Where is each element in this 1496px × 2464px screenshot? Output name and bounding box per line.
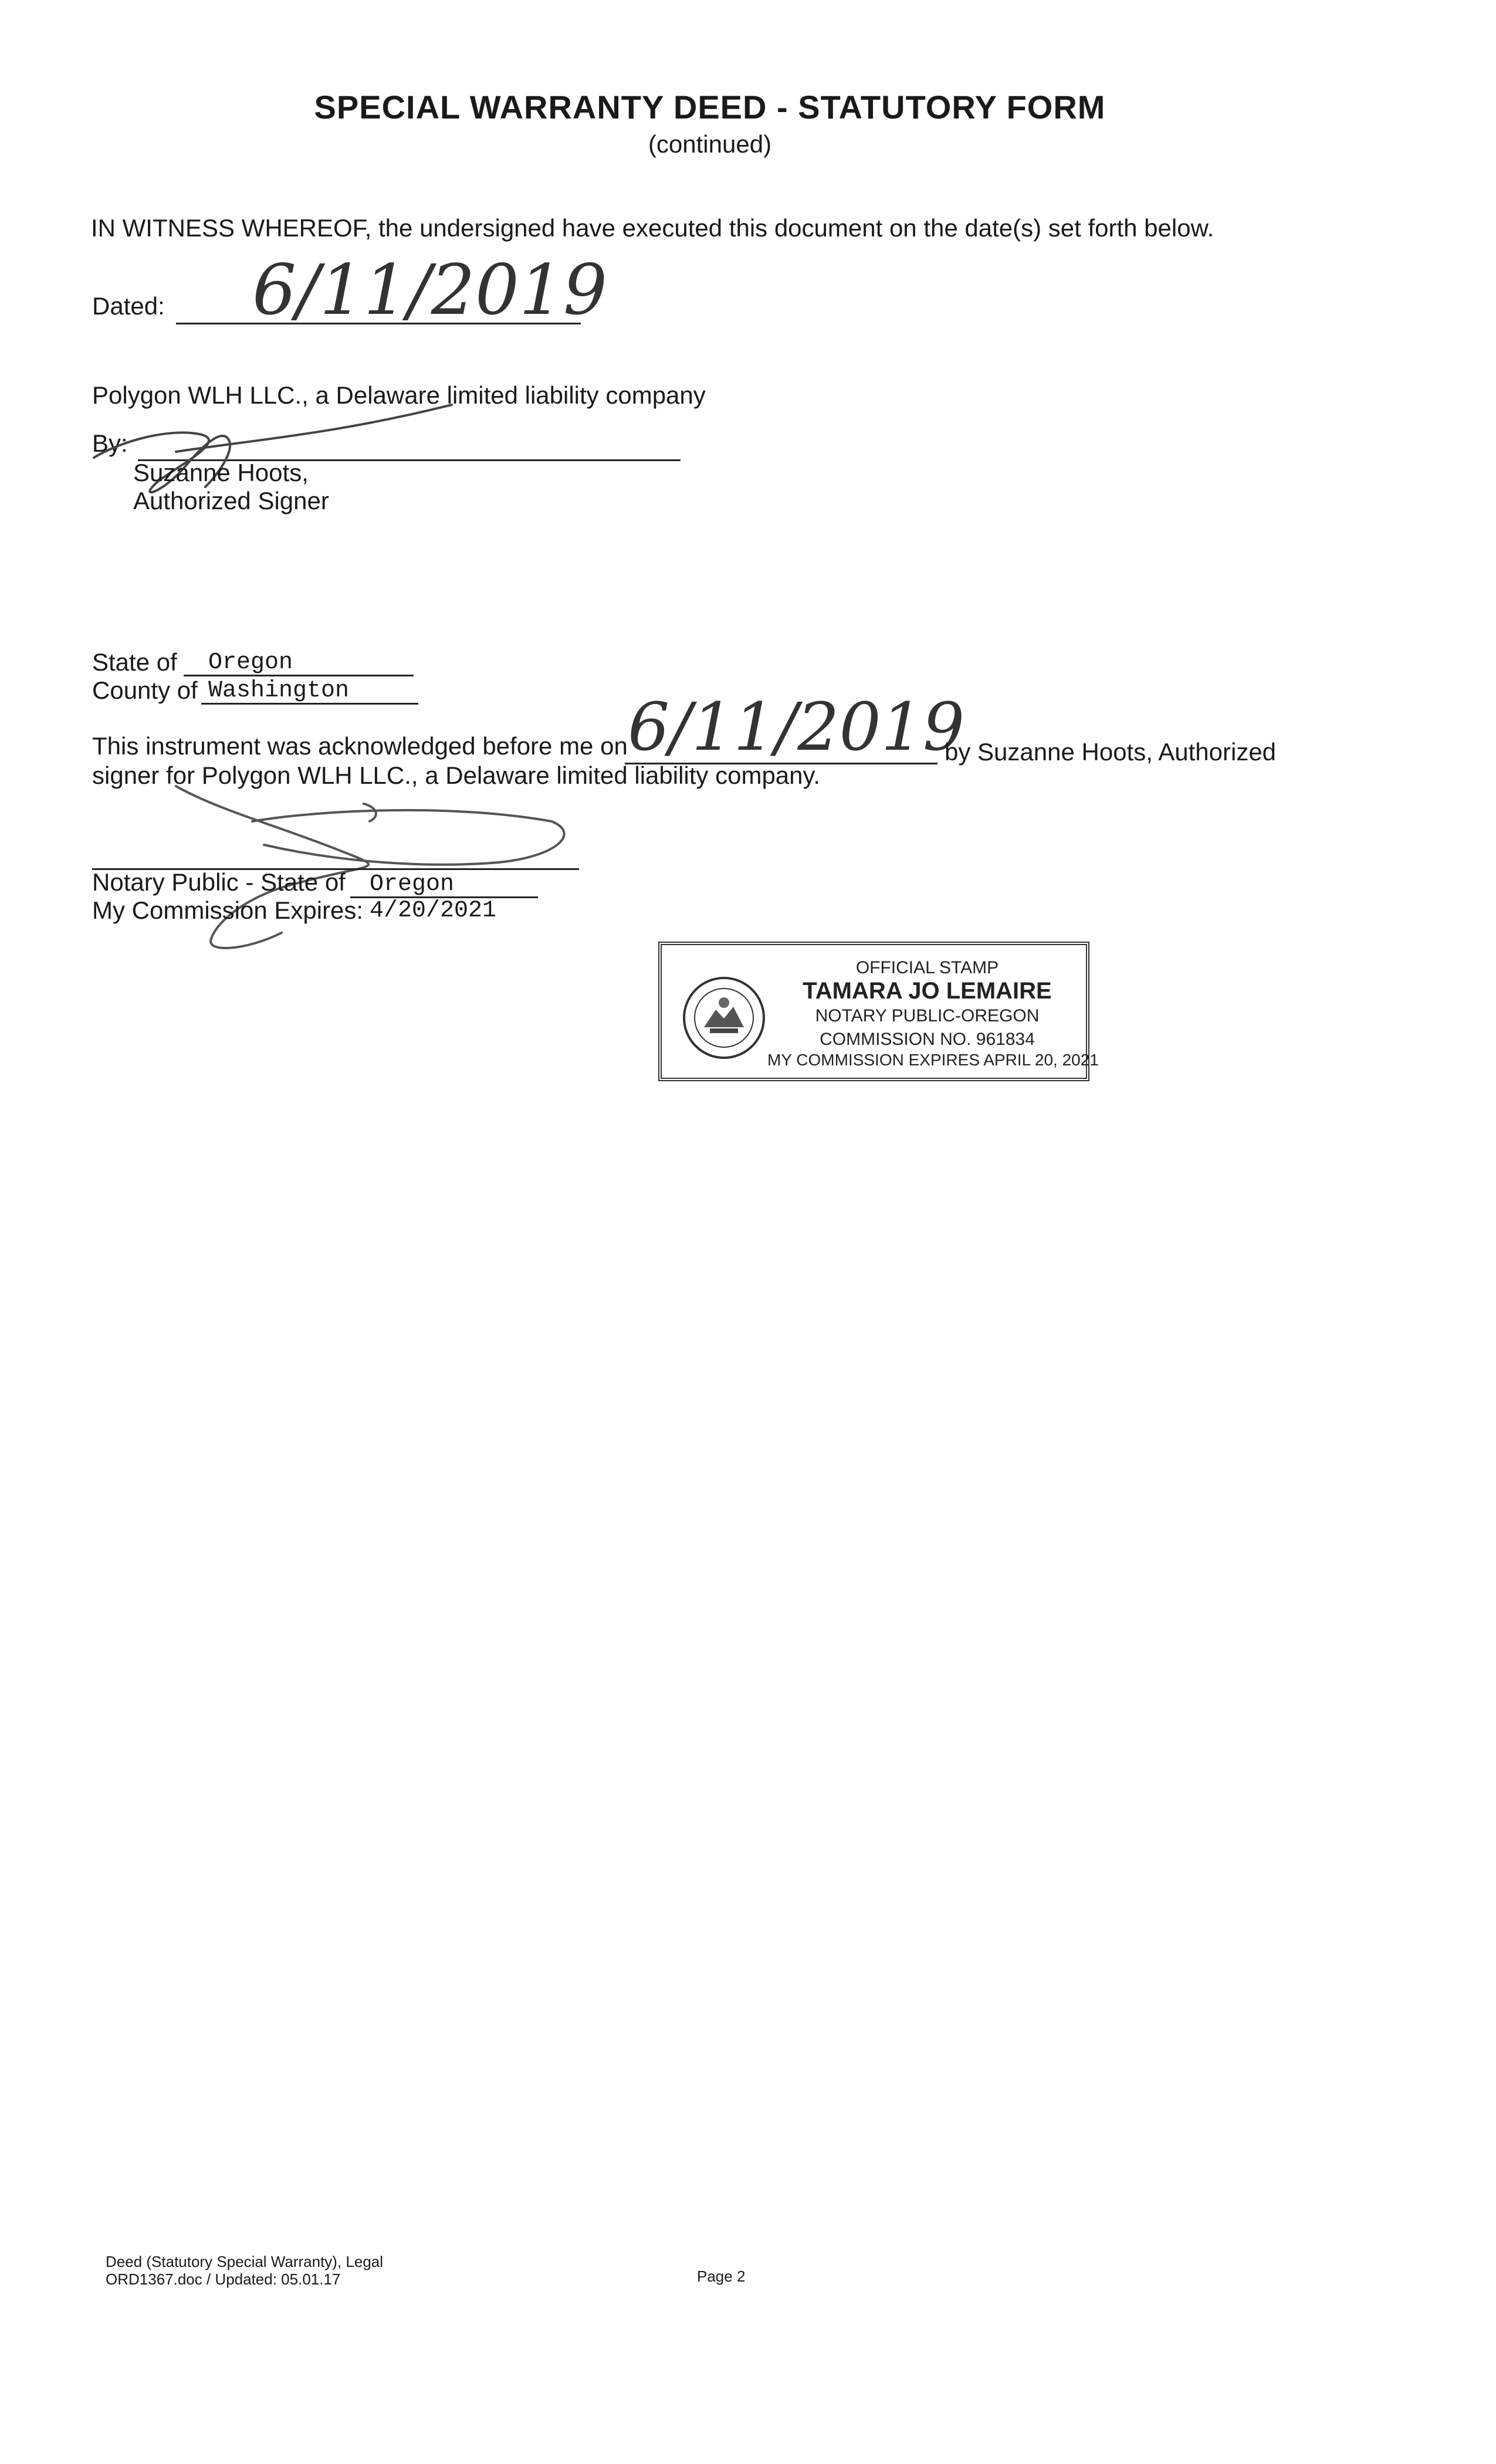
- notary-state-value: Oregon: [370, 871, 455, 898]
- footer-doc-line-2: ORD1367.doc / Updated: 05.01.17: [106, 2270, 341, 2288]
- state-line: [184, 675, 414, 676]
- by-label: By:: [92, 429, 128, 457]
- dated-label: Dated:: [92, 292, 165, 320]
- company-name: Polygon WLH LLC., a Delaware limited liability company: [92, 381, 706, 409]
- acknowledgment-text-1: This instrument was acknowledged before me on: [92, 732, 628, 760]
- state-seal-icon: [681, 974, 767, 1061]
- stamp-line-commission: COMMISSION NO. 961834: [820, 1030, 1035, 1049]
- document-subtitle: (continued): [648, 130, 772, 158]
- stamp-line-expires: MY COMMISSION EXPIRES APRIL 20, 2021: [767, 1051, 1099, 1069]
- signer-title: Authorized Signer: [133, 487, 329, 515]
- stamp-line-notary: NOTARY PUBLIC-OREGON: [815, 1006, 1040, 1025]
- commission-expires-label: My Commission Expires:: [92, 896, 364, 924]
- official-notary-stamp: [658, 942, 1099, 1081]
- acknowledgment-handwritten-date: 6/11/2019: [628, 689, 965, 766]
- dated-handwritten-date: 6/11/2019: [252, 249, 608, 330]
- county-value: Washington: [208, 678, 350, 704]
- state-value: Oregon: [208, 649, 293, 676]
- stamp-line-name: TAMARA JO LEMAIRE: [803, 978, 1052, 1004]
- document-title: SPECIAL WARRANTY DEED - STATUTORY FORM: [314, 89, 1106, 126]
- signer-name: Suzanne Hoots,: [133, 459, 309, 486]
- footer-doc-line-1: Deed (Statutory Special Warranty), Legal: [106, 2253, 384, 2270]
- acknowledgment-text-2: by Suzanne Hoots, Authorized: [945, 738, 1277, 766]
- witness-statement: IN WITNESS WHEREOF, the undersigned have executed this document on the date(s) set forth below.: [91, 214, 1214, 242]
- notary-public-label: Notary Public - State of: [92, 868, 346, 896]
- county-line: [201, 703, 418, 705]
- stamp-line-official: OFFICIAL STAMP: [855, 958, 999, 977]
- county-label: County of: [92, 676, 198, 704]
- footer-page-number: Page 2: [697, 2267, 746, 2285]
- commission-expires-value: 4/20/2021: [370, 898, 497, 924]
- state-label: State of: [92, 648, 177, 676]
- acknowledgment-text-3: signer for Polygon WLH LLC., a Delaware limited liability company.: [92, 761, 821, 789]
